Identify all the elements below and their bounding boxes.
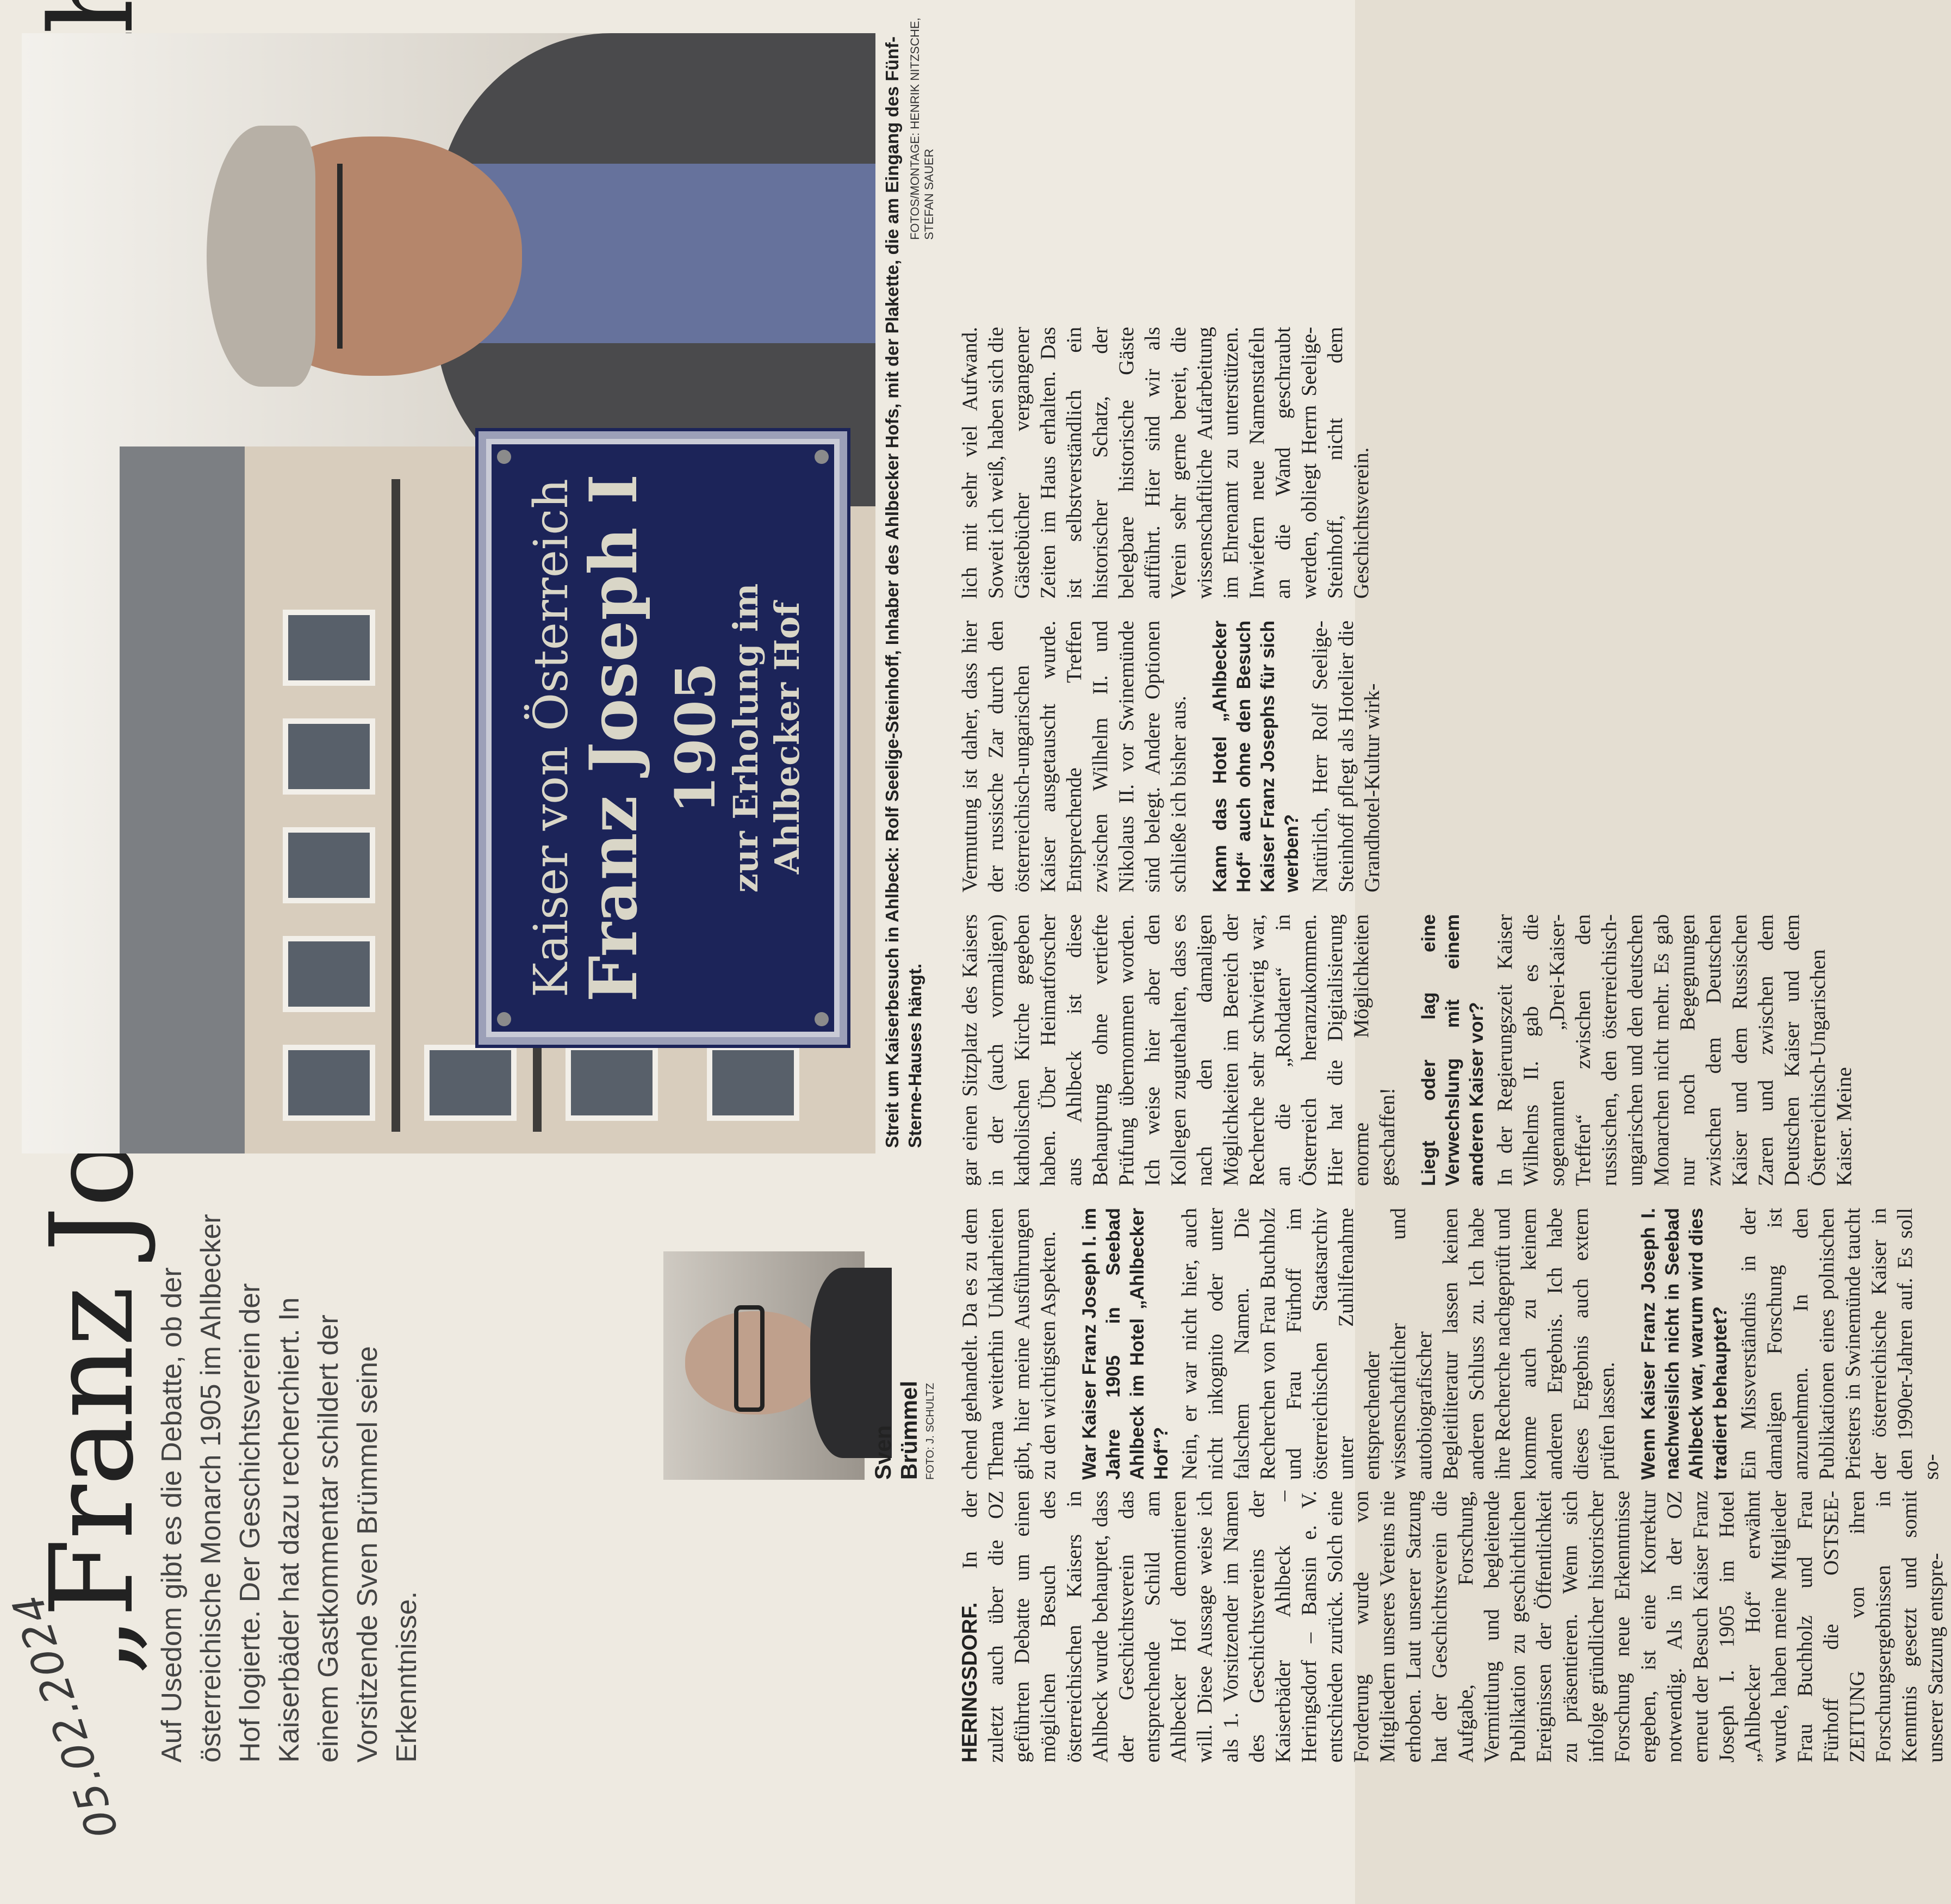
subheadline: Auf Usedom gibt es die Debatte, ob der österreichische Monarch 1905 im Ahlbecker Hof logierte. Der Geschichtsverein der Kaiserbäder hat dazu recherchiert. In einem Gastkommentar schildert der Vorsitzende Sven Brümmel seine Erkenntnisse. [156, 1214, 422, 1763]
text-column-5 [957, 327, 1377, 599]
roof [120, 446, 245, 1153]
author-first-name: Sven [870, 1425, 896, 1480]
body-text: Vermutung ist daher, dass hier der russische Zar durch den österreichisch-ungarischen Kaiser ausgetauscht wurde. Entsprechende Treffen zwischen Wilhelm II. und Nikolaus II. vor Swinemünde sind belegt. Andere Optionen schließe ich bisher aus. [958, 621, 1190, 892]
author-last-name: Brümmel [896, 1380, 922, 1480]
text-column-1 [957, 1491, 1951, 1763]
glasses [734, 1305, 765, 1412]
question: Kann das Hotel „Ahlbecker Hof“ auch ohne den Besuch Kaiser Franz Josephs für sich werben? [1209, 621, 1302, 892]
plaque-line: zur Erholung im [726, 583, 766, 893]
body-text: Natürlich, Herr Rolf Seelige-Steinhoff pflegt als Hotelier die Grandhotel-Kultur wirk- [1308, 621, 1384, 892]
commemorative-plaque [479, 431, 847, 1045]
window [283, 610, 375, 686]
text-column-2 [957, 1208, 1947, 1480]
balcony-rail [392, 479, 400, 1132]
author-name [870, 1381, 922, 1480]
screw [497, 450, 511, 464]
body-text: chend gehandelt. Da es zu dem Thema weiterhin Unklarheiten gibt, hier meine Ausführungen zu den wichtigsten Aspekten. [958, 1208, 1060, 1480]
plaque-line: 1905 [663, 662, 728, 814]
body-text: gar einen Sitzplatz des Kaisers in der (auch vormaligen) katholischen Kirche gegeben haben. Über Heimatforscher aus Ahlbeck ist diese Behauptung ohne vertiefte Prüfung übernommen worden. Ich weise hier aber den Kollegen zugutehalten, dass es nach den damaligen Möglichkeiten im Bereich der Recherche sehr schwierig war, an die „Rohdaten“ in Österreich heranzukommen. Hier hat die Digitalisierung enorme Möglichkeiten geschaffen! [958, 914, 1399, 1186]
window [283, 718, 375, 795]
screw [815, 450, 829, 464]
window [566, 1045, 658, 1121]
plaque-line: Franz Joseph I [575, 474, 652, 1002]
plaque-line: Kaiser von Österreich [524, 479, 579, 997]
question: War Kaiser Franz Joseph I. im Jahre 1905 in Seebad Ahlbeck im Hotel „Ahlbecker Hof“? [1079, 1208, 1172, 1480]
question: Liegt oder lag eine Verwechslung mit einem anderen Kaiser vor? [1418, 914, 1487, 1186]
shirt [468, 164, 875, 343]
hair [207, 126, 315, 387]
window [283, 1045, 375, 1121]
handwritten-date: 05.02.2024 [3, 1587, 128, 1844]
window [424, 1045, 517, 1121]
body-text: Ein Missverständnis in der damaligen Forschung ist anzunehmen. In den Publikationen eines polnischen Priesters in Swinemünde taucht der österreichische Kaiser in den 1990er-Jahren auf. Es soll so- [1737, 1208, 1943, 1480]
author-photo-credit: FOTO: J. SCHULTZ [924, 1382, 936, 1480]
author-photo [663, 1251, 865, 1480]
text-column-3 [957, 914, 1860, 1186]
body-text: In der zuletzt auch über die OZ geführten Debatte um einen möglichen Besuch des österreichischen Kaisers in Ahlbeck wurde behauptet, dass der Geschichtsverein das entsprechende Schild am Ahlbecker Hof demontieren will. Diese Aussage weise ich als 1. Vorsitzender im Namen des Geschichtsvereins der Kaiserbäder Ahlbeck – Heringsdorf – Bansin e. V. entschieden zurück. Solch eine Forderung wurde von Mitgliedern unseres Vereins nie erhoben. Laut unserer Satzung hat der Geschichtsverein die Aufgabe, Forschung, Vermittlung und begleitende Publikation zu geschichtlichen Ereignissen der Öffentlichkeit zu präsentieren. Wenn sich infolge gründlicher historischer Forschung neue Erkenntnisse ergeben, ist eine Korrektur notwendig. Als in der OZ erneut der Besuch Kaiser Franz Joseph I. 1905 im Hotel „Ahlbecker Hof“ erwähnt wurde, haben meine Mitglieder Frau Buchholz und Frau Fürhoff die OSTSEE-ZEITUNG von ihren Forschungsergebnissen in Kenntnis gesetzt und somit unserer Satzung entspre- [958, 1491, 1947, 1763]
glasses [337, 164, 386, 349]
screw [815, 1012, 829, 1026]
photo-credit: FOTOS/MONTAGE: HENRIK NITZSCHE, STEFAN SAUER [908, 17, 936, 240]
photo-caption: Streit um Kaiserbesuch in Ahlbeck: Rolf Seelige-Steinhoff, Inhaber des Ahlbecker Hofs, mit der Plakette, die am Eingang des Fünf-Sterne-Hauses hängt. [882, 36, 925, 1148]
window [283, 936, 375, 1012]
dateline: HERINGSDORF. [958, 1602, 981, 1763]
body-text: lich mit sehr viel Aufwand. Soweit ich weiß, haben sich die Gästebücher vergangener Zeiten im Haus erhalten. Das ist selbstverständlich ein historischer Schatz, der belegbare historische Gäste aufführt. Hier sind wir als Verein sehr gerne bereit, die wissenschaftliche Aufarbeitung im Ehrenamt zu unterstützen. Inwiefern neue Namenstafeln an die Wand geschraubt werden, obliegt Herrn Seelige-Steinhoff, nicht dem Geschichtsverein. [958, 327, 1373, 599]
window [283, 827, 375, 903]
text-column-4 [957, 621, 1388, 892]
window [707, 1045, 799, 1121]
body-text: In der Regierungszeit Kaiser Wilhelms II. gab es die sogenannten „Drei-Kaiser-Treffen“ zwischen den russischen, den österreichisch-ungarischen und den deutschen Monarchen nicht mehr. Es gab nur noch Begegnungen zwischen dem Deutschen Kaiser und dem Russischen Zaren und zwischen dem Deutschen Kaiser und dem Österreichisch-Ungarischen Kaiser. Meine [1493, 914, 1856, 1186]
plaque-line: Ahlbecker Hof [767, 601, 807, 875]
body-text: Nein, er war nicht hier, auch nicht inkognito oder unter falschem Namen. Die Recherchen von Frau Buchholz und Frau Fürhoff im österreichischen Staatsarchiv unter Zuhilfenahme entsprechender wissenschaftlicher und autobiografischer Begleitliteratur lassen keinen anderen Schluss zu. Ich habe ihre Recherche nachgeprüft und komme auch zu keinem anderen Ergebnis. Ich habe dieses Ergebnis auch extern prüfen lassen. [1178, 1208, 1619, 1480]
question: Wenn Kaiser Franz Joseph I. nachweislich nicht in Seebad Ahlbeck war, warum wird dies tradiert behauptet? [1638, 1208, 1731, 1480]
screw [497, 1012, 511, 1026]
